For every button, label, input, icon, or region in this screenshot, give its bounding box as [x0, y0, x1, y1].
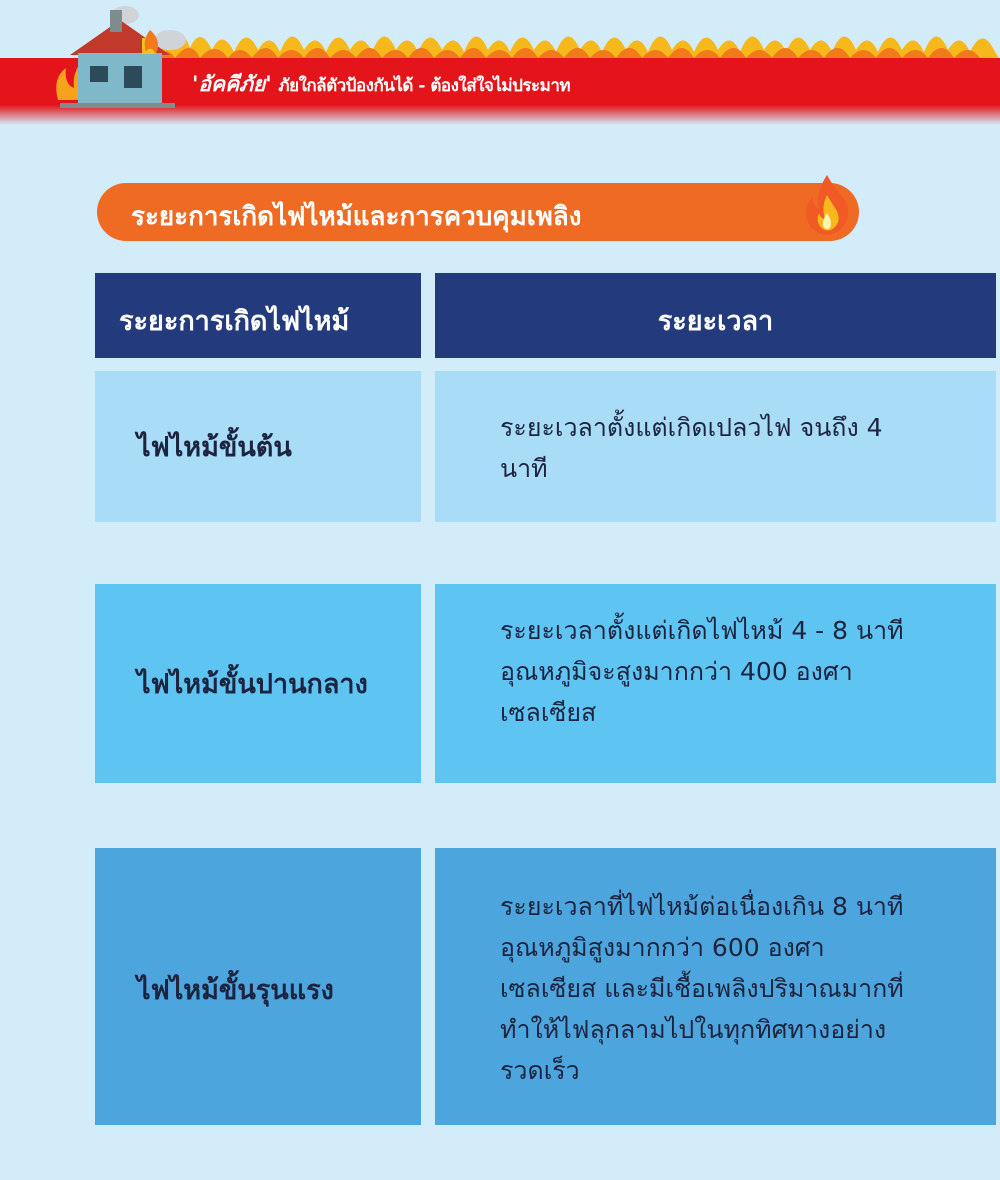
table-row-3-duration-cell [435, 848, 996, 1125]
table-row-2-duration-cell [435, 584, 996, 783]
duration-text-moderate: ระยะเวลาตั้งแต่เกิดไฟไหม้ 4 - 8 นาที อุณหภูมิจะสูงมากกว่า 400 องศาเซลเซียส [500, 616, 904, 727]
fire-border-decoration [0, 0, 1000, 125]
banner-title [192, 68, 570, 101]
table-row-3-stage-cell [95, 848, 421, 1125]
table-row-1-stage-cell [95, 371, 421, 522]
table-header-duration: ระยะเวลา [435, 273, 996, 358]
banner-title-rest: ภัยใกล้ตัวป้องกันได้ - ต้องใส่ใจไม่ประมาท [278, 76, 571, 96]
flame-icon [801, 173, 853, 237]
duration-text-severe: ระยะเวลาที่ไฟไหม้ต่อเนื่องเกิน 8 นาที อุณหภูมิสูงมากกว่า 600 องศาเซลเซียส และมีเชื้อเพลิงปริมาณมากที่ทำให้ไฟลุกลามไปในทุกทิศทางอย่างรวดเร็ว [500, 892, 904, 1085]
section-title-pill [97, 183, 859, 241]
table-header-stage: ระยะการเกิดไฟไหม้ [95, 273, 421, 358]
table-row-1-duration-cell [435, 371, 996, 522]
stage-label-severe: ไฟไหม้ขั้นรุนแรง [137, 975, 334, 1006]
stage-label-initial: ไฟไหม้ขั้นต้น [137, 432, 292, 463]
header-banner [0, 0, 1000, 125]
section-title: ระยะการเกิดไฟไหม้และการควบคุมเพลิง [131, 202, 582, 232]
table-row-2-stage-cell [95, 584, 421, 783]
banner-title-bold: 'อัคคีภัย' [192, 72, 272, 96]
duration-text-initial: ระยะเวลาตั้งแต่เกิดเปลวไฟ จนถึง 4 นาที [500, 413, 883, 483]
stage-label-moderate: ไฟไหม้ขั้นปานกลาง [137, 669, 368, 700]
